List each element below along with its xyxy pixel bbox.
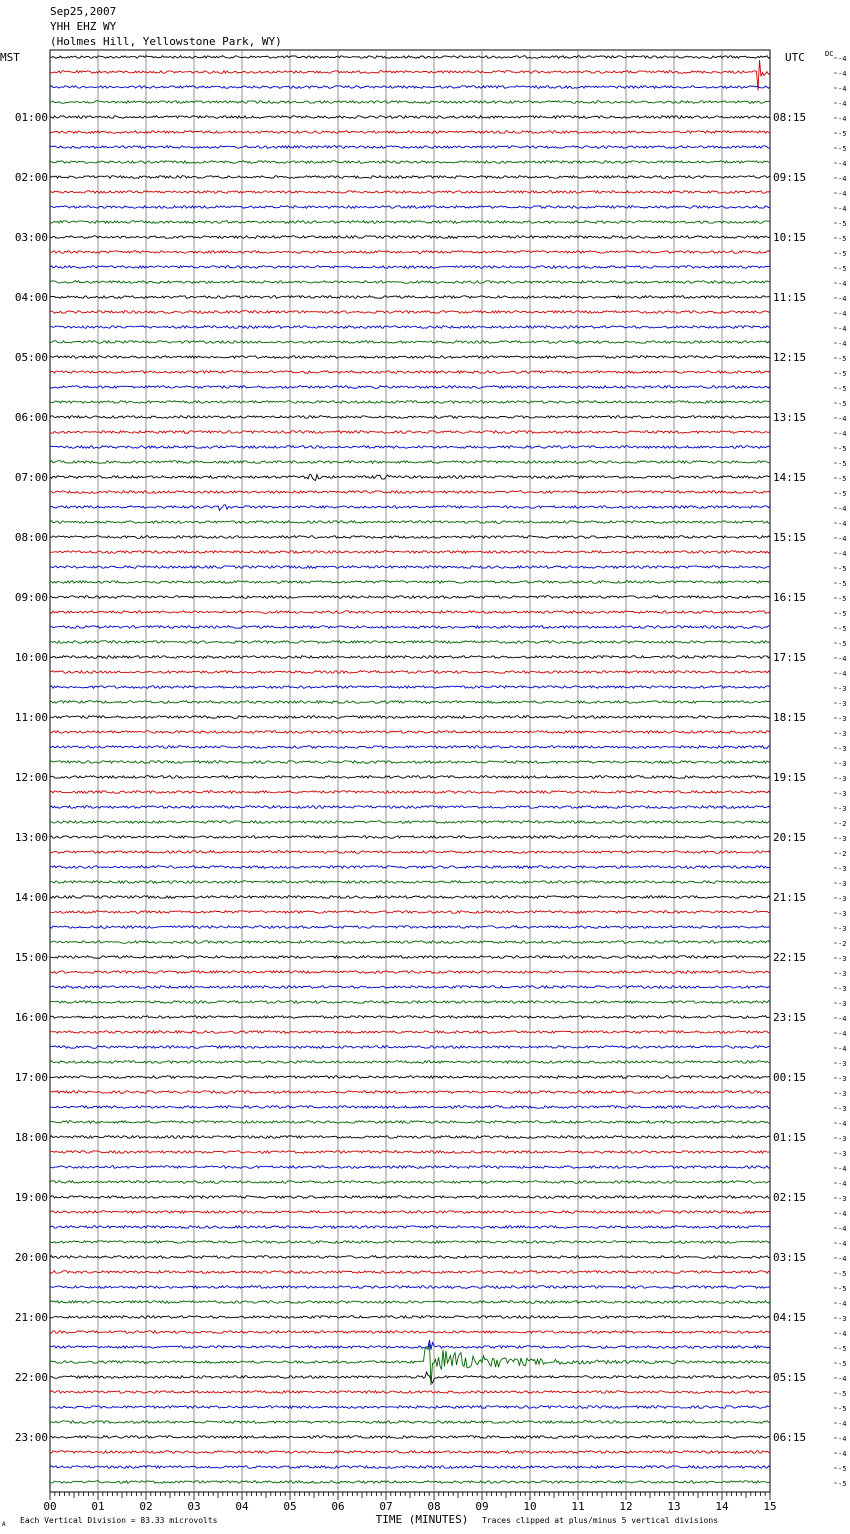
seismic-trace	[50, 1271, 770, 1274]
vertical-division-note: Each Vertical Division = 83.33 microvolts	[20, 1516, 218, 1525]
dc-offset-label: -5	[838, 1480, 847, 1488]
seismic-trace	[50, 386, 770, 389]
utc-hour-label: 19:15	[773, 771, 807, 784]
dc-offset-label: -4	[838, 1030, 847, 1038]
seismic-trace	[50, 1256, 770, 1259]
mst-hour-label: 03:00	[14, 231, 48, 244]
dc-offset-label: -4	[838, 1435, 847, 1443]
seismic-trace	[50, 401, 770, 404]
dc-offset-label: -4	[838, 85, 847, 93]
dc-offset-label: -5	[838, 460, 847, 468]
x-tick-label: 01	[91, 1500, 105, 1513]
seismic-trace	[50, 60, 770, 90]
seismic-trace	[50, 1421, 770, 1424]
x-tick-label: 04	[235, 1500, 249, 1513]
seismic-trace	[50, 1031, 770, 1034]
utc-hour-label: 22:15	[773, 951, 807, 964]
dc-offset-label: -3	[838, 1000, 847, 1008]
seismic-trace	[50, 566, 770, 569]
dc-offset-label: -5	[838, 610, 847, 618]
x-tick-label: 06	[331, 1500, 345, 1513]
seismic-trace	[50, 701, 770, 704]
x-tick-label: 00	[43, 1500, 57, 1513]
dc-offset-label: -4	[838, 430, 847, 438]
dc-offset-label: -3	[838, 685, 847, 693]
utc-hour-label: 15:15	[773, 531, 807, 544]
dc-offset-label: -5	[838, 490, 847, 498]
dc-offset-label: -3	[838, 1075, 847, 1083]
dc-offset-label: -3	[838, 1090, 847, 1098]
mst-hour-label: 18:00	[14, 1131, 48, 1144]
seismic-trace	[50, 776, 770, 779]
x-tick-label: 10	[523, 1500, 537, 1513]
dc-offset-label: -5	[838, 445, 847, 453]
dc-offset-label: -5	[838, 1270, 847, 1278]
seismic-trace	[50, 1211, 770, 1214]
dc-offset-label: -4	[838, 55, 847, 63]
dc-offset-label: -4	[838, 190, 847, 198]
seismic-trace	[50, 926, 770, 929]
seismic-trace	[50, 161, 770, 164]
seismic-trace	[50, 1466, 770, 1469]
mst-hour-label: 19:00	[14, 1191, 48, 1204]
seismic-trace	[50, 911, 770, 914]
x-tick-label: 07	[379, 1500, 393, 1513]
seismic-trace	[50, 836, 770, 839]
dc-offset-label: -4	[838, 340, 847, 348]
dc-offset-label: -5	[838, 250, 847, 258]
dc-offset-label: -4	[838, 160, 847, 168]
dc-offset-label: -5	[838, 1465, 847, 1473]
seismic-trace	[50, 1166, 770, 1169]
seismic-trace	[50, 971, 770, 974]
mst-hour-label: 07:00	[14, 471, 48, 484]
dc-offset-label: -5	[838, 400, 847, 408]
utc-hour-label: 08:15	[773, 111, 807, 124]
dc-offset-label: -5	[838, 370, 847, 378]
seismic-trace	[50, 1344, 770, 1385]
dc-offset-label: -4	[838, 1330, 847, 1338]
mst-hour-label: 20:00	[14, 1251, 48, 1264]
mst-hour-label: 15:00	[14, 951, 48, 964]
dc-offset-label: -3	[838, 1195, 847, 1203]
seismic-trace	[50, 731, 770, 734]
seismic-trace	[50, 1061, 770, 1064]
seismic-trace	[50, 86, 770, 89]
dc-offset-label: -4	[838, 655, 847, 663]
dc-offset-label: -3	[838, 805, 847, 813]
dc-label: DC	[825, 50, 834, 58]
seismic-trace	[50, 1091, 770, 1094]
dc-offset-label: -5	[838, 475, 847, 483]
seismic-trace	[50, 56, 770, 59]
mst-hour-label: 05:00	[14, 351, 48, 364]
seismic-trace	[50, 1331, 770, 1334]
dc-offset-label: -5	[838, 1285, 847, 1293]
x-tick-label: 14	[715, 1500, 729, 1513]
x-tick-label: 08	[427, 1500, 441, 1513]
utc-hour-label: 21:15	[773, 891, 807, 904]
mst-hour-label: 01:00	[14, 111, 48, 124]
dc-offset-label: -5	[838, 265, 847, 273]
mst-hour-label: 14:00	[14, 891, 48, 904]
dc-offset-label: -3	[838, 880, 847, 888]
dc-offset-label: -4	[838, 1255, 847, 1263]
mst-hour-label: 09:00	[14, 591, 48, 604]
utc-timezone-label: UTC	[785, 51, 805, 64]
seismic-trace	[50, 1106, 770, 1109]
location-label: (Holmes Hill, Yellowstone Park, WY)	[50, 35, 282, 48]
dc-offset-label: -3	[838, 985, 847, 993]
date-label: Sep25,2007	[50, 5, 117, 18]
dc-offset-label: -4	[838, 1225, 847, 1233]
dc-offset-label: -4	[838, 280, 847, 288]
seismic-trace	[50, 1121, 770, 1124]
x-tick-label: 15	[763, 1500, 777, 1513]
seismic-trace	[50, 146, 770, 149]
dc-offset-label: -4	[838, 1120, 847, 1128]
dc-offset-label: -5	[838, 355, 847, 363]
seismic-trace	[50, 746, 770, 749]
seismic-trace	[50, 686, 770, 689]
dc-offset-label: -4	[838, 100, 847, 108]
seismic-trace	[50, 491, 770, 494]
dc-offset-label: -5	[838, 565, 847, 573]
dc-offset-label: -3	[838, 970, 847, 978]
dc-offset-label: -5	[838, 385, 847, 393]
mst-hour-label: 17:00	[14, 1071, 48, 1084]
dc-offset-label: -4	[838, 1045, 847, 1053]
utc-hour-label: 01:15	[773, 1131, 807, 1144]
dc-offset-label: -5	[838, 640, 847, 648]
seismic-trace	[50, 1076, 770, 1079]
dc-offset-label: -4	[838, 520, 847, 528]
seismic-trace	[50, 521, 770, 524]
dc-offset-label: -3	[838, 895, 847, 903]
dc-offset-label: -4	[838, 1300, 847, 1308]
dc-offset-label: -2	[838, 850, 847, 858]
seismic-trace	[50, 551, 770, 554]
seismic-trace	[50, 281, 770, 284]
dc-offset-label: -3	[838, 745, 847, 753]
utc-hour-label: 17:15	[773, 651, 807, 664]
dc-offset-label: -4	[838, 70, 847, 78]
seismic-trace	[50, 116, 770, 119]
seismic-trace	[50, 1241, 770, 1244]
dc-offset-label: -5	[838, 625, 847, 633]
utc-hour-label: 04:15	[773, 1311, 807, 1324]
mst-hour-label: 06:00	[14, 411, 48, 424]
seismic-trace	[50, 941, 770, 944]
dc-offset-label: -3	[838, 1105, 847, 1113]
seismic-trace	[50, 1451, 770, 1454]
seismic-trace	[50, 356, 770, 359]
dc-offset-label: -5	[838, 1345, 847, 1353]
seismic-trace	[50, 206, 770, 209]
dc-offset-label: -4	[838, 415, 847, 423]
seismic-trace	[50, 176, 770, 179]
x-tick-label: 12	[619, 1500, 633, 1513]
seismic-trace	[50, 1286, 770, 1289]
utc-hour-label: 18:15	[773, 711, 807, 724]
clipping-note: Traces clipped at plus/minus 5 vertical divisions	[482, 1516, 719, 1525]
dc-offset-label: -3	[838, 760, 847, 768]
utc-hour-label: 05:15	[773, 1371, 807, 1384]
seismic-trace	[50, 641, 770, 644]
seismic-trace	[50, 1481, 770, 1484]
mst-hour-label: 16:00	[14, 1011, 48, 1024]
x-tick-label: 05	[283, 1500, 297, 1513]
mst-hour-label: 04:00	[14, 291, 48, 304]
seismic-trace	[50, 581, 770, 584]
x-tick-label: 02	[139, 1500, 153, 1513]
seismic-trace	[50, 1016, 770, 1019]
seismic-trace	[50, 191, 770, 194]
seismic-trace	[50, 1181, 770, 1184]
mst-hour-label: 12:00	[14, 771, 48, 784]
dc-offset-label: -5	[838, 145, 847, 153]
dc-offset-label: -3	[838, 730, 847, 738]
dc-offset-label: -4	[838, 505, 847, 513]
corner-mark: A	[2, 1521, 6, 1528]
seismic-trace	[50, 1301, 770, 1304]
seismic-trace	[50, 761, 770, 764]
seismic-trace	[50, 671, 770, 674]
seismic-trace	[50, 475, 770, 481]
seismic-trace	[50, 431, 770, 434]
dc-offset-label: -3	[838, 715, 847, 723]
x-tick-label: 03	[187, 1500, 201, 1513]
seismic-trace	[50, 626, 770, 629]
dc-offset-label: -3	[838, 925, 847, 933]
seismic-trace	[50, 311, 770, 314]
seismic-trace	[50, 101, 770, 104]
dc-offset-label: -3	[838, 910, 847, 918]
seismic-trace	[50, 536, 770, 539]
seismic-trace	[50, 251, 770, 254]
dc-offset-label: -4	[838, 1165, 847, 1173]
utc-hour-label: 06:15	[773, 1431, 807, 1444]
utc-hour-label: 02:15	[773, 1191, 807, 1204]
mst-timezone-label: MST	[0, 51, 20, 64]
dc-offset-label: -5	[838, 130, 847, 138]
seismic-trace	[50, 1340, 770, 1350]
seismic-trace	[50, 866, 770, 869]
utc-hour-label: 09:15	[773, 171, 807, 184]
dc-offset-label: -3	[838, 955, 847, 963]
seismic-trace	[50, 596, 770, 599]
dc-offset-label: -4	[838, 1210, 847, 1218]
seismic-trace	[50, 1001, 770, 1004]
seismic-trace	[50, 416, 770, 419]
seismic-trace	[50, 611, 770, 614]
dc-offset-label: -5	[838, 595, 847, 603]
mst-hour-label: 21:00	[14, 1311, 48, 1324]
dc-offset-label: -4	[838, 115, 847, 123]
dc-offset-label: -2	[838, 820, 847, 828]
seismic-trace	[50, 1436, 770, 1439]
seismic-trace	[50, 1136, 770, 1139]
utc-hour-label: 16:15	[773, 591, 807, 604]
seismic-trace	[50, 296, 770, 299]
dc-offset-label: -4	[838, 1015, 847, 1023]
dc-offset-label: -3	[838, 865, 847, 873]
mst-hour-label: 10:00	[14, 651, 48, 664]
seismic-trace	[50, 131, 770, 134]
dc-offset-label: -4	[838, 670, 847, 678]
mst-hour-label: 08:00	[14, 531, 48, 544]
utc-hour-label: 20:15	[773, 831, 807, 844]
dc-offset-label: -5	[838, 1360, 847, 1368]
dc-offset-label: -3	[838, 1060, 847, 1068]
seismic-trace	[50, 1406, 770, 1409]
seismic-trace	[50, 956, 770, 959]
seismic-trace	[50, 881, 770, 884]
dc-offset-label: -2	[838, 940, 847, 948]
mst-hour-label: 22:00	[14, 1371, 48, 1384]
seismic-trace	[50, 1391, 770, 1394]
seismic-trace	[50, 656, 770, 659]
dc-offset-label: -4	[838, 295, 847, 303]
utc-hour-label: 14:15	[773, 471, 807, 484]
dc-offset-label: -4	[838, 1420, 847, 1428]
dc-offset-label: -4	[838, 1375, 847, 1383]
seismic-trace	[50, 806, 770, 809]
seismic-trace	[50, 341, 770, 344]
dc-offset-label: -3	[838, 700, 847, 708]
dc-offset-label: -4	[838, 1240, 847, 1248]
dc-offset-label: -4	[838, 535, 847, 543]
seismic-trace	[50, 326, 770, 329]
seismic-trace	[50, 505, 770, 511]
dc-offset-label: -3	[838, 1135, 847, 1143]
seismic-trace	[50, 896, 770, 899]
dc-offset-label: -4	[838, 1180, 847, 1188]
dc-offset-label: -5	[838, 220, 847, 228]
dc-offset-label: -3	[838, 1150, 847, 1158]
dc-offset-label: -3	[838, 835, 847, 843]
seismic-trace	[50, 446, 770, 449]
seismic-trace	[50, 851, 770, 854]
seismic-trace	[50, 221, 770, 224]
seismic-trace	[50, 1316, 770, 1319]
mst-hour-label: 13:00	[14, 831, 48, 844]
mst-hour-label: 23:00	[14, 1431, 48, 1444]
utc-hour-label: 03:15	[773, 1251, 807, 1264]
dc-offset-label: -4	[838, 325, 847, 333]
station-label: YHH EHZ WY	[50, 20, 117, 33]
seismic-trace	[50, 236, 770, 239]
seismic-trace	[50, 371, 770, 374]
dc-offset-label: -4	[838, 1450, 847, 1458]
dc-offset-label: -4	[838, 205, 847, 213]
x-tick-label: 11	[571, 1500, 585, 1513]
utc-hour-label: 00:15	[773, 1071, 807, 1084]
seismic-trace	[50, 986, 770, 989]
seismic-trace	[50, 266, 770, 269]
utc-hour-label: 12:15	[773, 351, 807, 364]
dc-offset-label: -5	[838, 1390, 847, 1398]
dc-offset-label: -3	[838, 775, 847, 783]
mst-hour-label: 02:00	[14, 171, 48, 184]
seismic-trace	[50, 461, 770, 464]
dc-offset-label: -3	[838, 790, 847, 798]
x-axis-title: TIME (MINUTES)	[375, 1513, 469, 1526]
dc-offset-label: -5	[838, 580, 847, 588]
seismic-trace	[50, 1372, 770, 1383]
seismic-trace	[50, 1226, 770, 1229]
mst-hour-label: 11:00	[14, 711, 48, 724]
seismic-trace	[50, 821, 770, 824]
dc-offset-label: -5	[838, 1405, 847, 1413]
seismic-trace	[50, 1046, 770, 1049]
utc-hour-label: 13:15	[773, 411, 807, 424]
dc-offset-label: -3	[838, 1315, 847, 1323]
seismic-trace	[50, 1196, 770, 1199]
seismic-trace	[50, 791, 770, 794]
seismic-trace	[50, 716, 770, 719]
dc-offset-label: -4	[838, 550, 847, 558]
dc-offset-label: -4	[838, 175, 847, 183]
x-tick-label: 09	[475, 1500, 489, 1513]
seismic-trace	[50, 1151, 770, 1154]
dc-offset-label: -4	[838, 310, 847, 318]
dc-offset-label: -5	[838, 235, 847, 243]
utc-hour-label: 11:15	[773, 291, 807, 304]
utc-hour-label: 10:15	[773, 231, 807, 244]
utc-hour-label: 23:15	[773, 1011, 807, 1024]
x-tick-label: 13	[667, 1500, 681, 1513]
